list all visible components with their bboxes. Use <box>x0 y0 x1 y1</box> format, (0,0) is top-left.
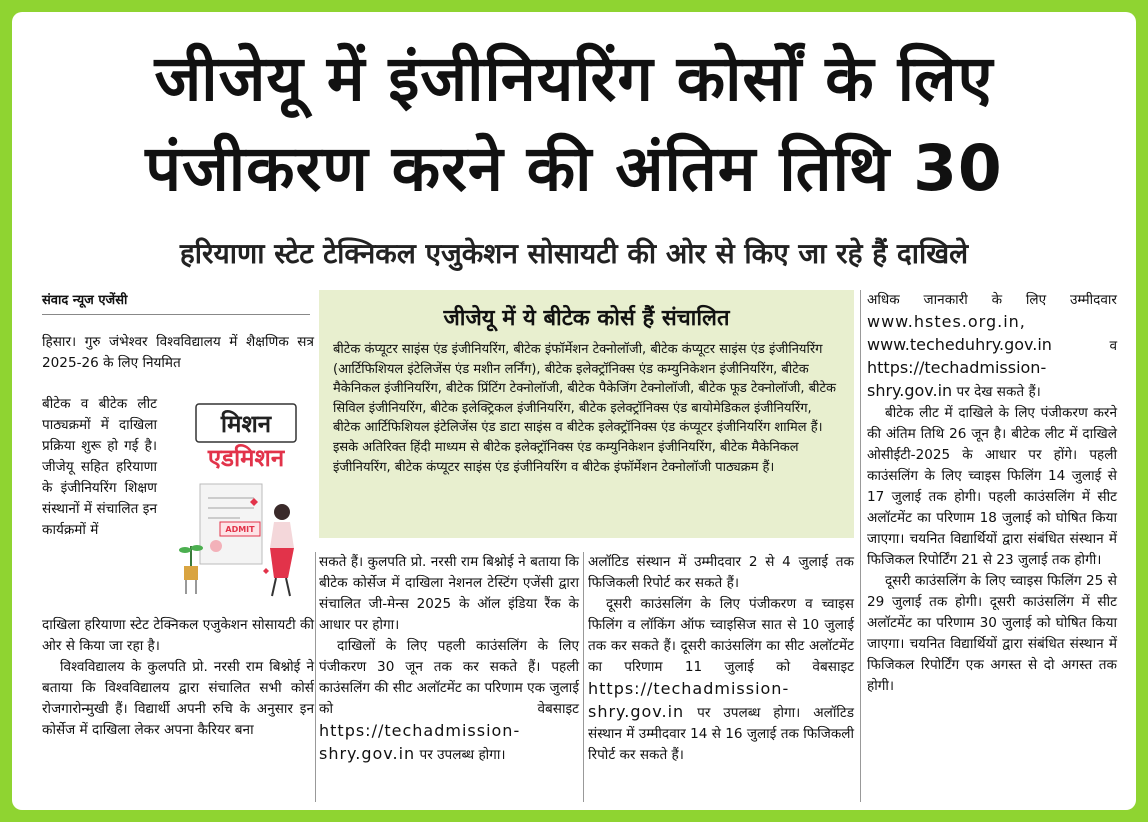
newspaper-clipping <box>12 12 1136 810</box>
col4-and: व <box>1109 338 1117 354</box>
mission-title: मिशन <box>220 410 272 438</box>
column-divider <box>583 552 584 802</box>
article-col1-continued <box>42 615 314 741</box>
col2-para2 <box>319 636 579 766</box>
intro-text: हिसार। गुरु जंभेश्वर विश्वविद्यालय में शैक्षणिक सत्र 2025-26 के लिए नियमित <box>42 334 314 371</box>
col4-para1 <box>867 290 1117 403</box>
col4-para3: दूसरी काउंसलिंग के लिए च्वाइस फिलिंग 25 से 29 जुलाई तक होगी। दूसरी काउंसलिंग में सीट अलॉटमेंट का परिणाम 30 जुलाई को घोषित किया जाएगा। चयनित विद्यार्थियों द्वारा संबंधित संस्थान में फिजिकल रिपोर्टिंग एक अगस्त से दो अगस्त तक होगी। <box>867 573 1117 694</box>
col3-para1: अलॉटिड संस्थान में उम्मीदवार 2 से 4 जुलाई तक फिजिकली रिपोर्ट कर सकते हैं। <box>588 554 854 591</box>
subheadline: हरियाणा स्टेट टेक्निकल एजुकेशन सोसायटी की ओर से किए जा रहे हैं दाखिले <box>179 237 969 270</box>
headline-line-2: पंजीकरण करने की अंतिम तिथि 30 <box>145 132 1003 205</box>
article-intro <box>42 332 314 374</box>
col3-para2-end: पर उपलब्ध होगा। अलॉटिड संस्थान में उम्मीदवार 14 से 16 जुलाई तक फिजिकली रिपोर्ट कर सकते हैं। <box>588 705 855 763</box>
col3-para2 <box>588 594 854 766</box>
article-col2 <box>319 552 579 766</box>
headline-line-1: जीजेयू में इंजीनियरिंग कोर्सों के लिए <box>154 42 994 115</box>
article-narrow-text <box>42 394 157 541</box>
article-col4 <box>867 290 1117 697</box>
admission-title: एडमिशन <box>207 444 285 472</box>
courses-box-body: बीटेक कंप्यूटर साइंस एंड इंजीनियरिंग, बीटेक इंफॉर्मेशन टेक्नोलॉजी, बीटेक कंप्यूटर साइंस एंड इंजीनियरिंग (आर्टिफिशियल इंटेलिजेंस एंड मशीन लर्निंग), बीटेक इलेक्ट्रॉनिक्स एंड कम्युनिकेशन इंजीनियरिंग, बीटेक मैकेनिकल इंजीनियरिंग, बीटेक प्रिंटिंग टेक्नोलॉजी, बीटेक पैकेजिंग टेक्नोलॉजी, बीटेक फूड टेक्नोलॉजी, बीटेक सिविल इंजीनियरिंग, बीटेक इलेक्ट्रिकल इंजीनियरिंग, बीटेक इलेक्ट्रॉनिक्स एंड बायोमेडिकल इंजीनियरिंग, बीटेक आर्टिफिशियल इंटेलिजेंस एंड डाटा साइंस व बीटेक इलेक्ट्रॉनिक्स एंड कंप्यूटर इंजीनियरिंग शामिल हैं। इसके अतिरिक्त हिंदी माध्यम से बीटेक इलेक्ट्रॉनिक्स एंड कम्युनिकेशन इंजीनियरिंग, बीटेक मैकेनिकल इंजीनियरिंग, बीटेक कंप्यूटर साइंस एंड इंजीनियरिंग व बीटेक इंफॉर्मेशन टेक्नोलॉजी पाठ्यक्रम हैं। <box>333 342 836 475</box>
column-divider <box>860 290 861 802</box>
admit-tag: ADMIT <box>225 525 255 534</box>
col4-para2: बीटेक लीट में दाखिले के लिए पंजीकरण करने की अंतिम तिथि 26 जून है। बीटेक लीट में दाखिले ओसीईटी-2025 के आधार पर होंगे। पहली काउंसलिंग के लिए च्वाइस फिलिंग 14 जुलाई से 17 जुलाई तक होगी। पहली काउंसलिंग में सीट अलॉटमेंट का परिणाम 18 जुलाई को घोषित किया जाएगा। चयनित विद्यार्थियों द्वारा संबंधित संस्थान में फिजिकल रिपोर्टिंग 21 से 23 जुलाई तक होगी। <box>867 405 1117 568</box>
col1-cont: दाखिला हरियाणा स्टेट टेक्निकल एजुकेशन सोसायटी की ओर से किया जा रहा है। <box>42 617 314 654</box>
column-divider <box>315 552 316 802</box>
article-col3 <box>588 552 854 766</box>
col4-info-end: पर देख सकते हैं। <box>956 384 1041 400</box>
byline-divider <box>42 314 310 315</box>
col4-info-text: अधिक जानकारी के लिए उम्मीदवार <box>867 292 1117 308</box>
mission-admission-graphic <box>170 398 315 602</box>
col4-url-1: www.hstes.org.in, <box>867 312 1026 331</box>
narrow-text: बीटेक व बीटेक लीट पाठ्यक्रमों में दाखिला प्रक्रिया शुरू हो गई है। जीजेयू सहित हरियाणा के इंजीनियरिंग शिक्षण संस्थानों में संचालित इन कार्यक्रमों में <box>42 396 157 538</box>
col2-para2-end: पर उपलब्ध होगा। <box>419 747 506 763</box>
col3-para2-text: दूसरी काउंसलिंग के लिए पंजीकरण व च्वाइस फिलिंग व लॉकिंग ऑफ च्वाइसिज सात से 10 जुलाई तक कर सकते हैं। दूसरी काउंसलिंग का सीट अलॉटमेंट का परिणाम 11 जुलाई को वेबसाइट <box>588 596 854 675</box>
col2-para2-text: दाखिलों के लिए पहली काउंसलिंग के लिए पंजीकरण 30 जून तक कर सकते हैं। पहली काउंसलिंग की सीट अलॉटमेंट का परिणाम एक जुलाई को वेबसाइट <box>319 638 579 717</box>
courses-box <box>319 290 854 538</box>
mission-admission-illustration <box>170 398 315 602</box>
agency-byline: संवाद न्यूज एजेंसी <box>42 293 128 308</box>
col2-url: https://techadmission-shry.gov.in <box>319 721 521 763</box>
courses-box-title: जीजेयू में ये बीटेक कोर्स हैं संचालित <box>443 306 730 331</box>
col3-url: https://techadmission-shry.gov.in <box>588 679 790 721</box>
col1-para2: विश्वविद्यालय के कुलपति प्रो. नरसी राम बिश्नोई ने बताया कि विश्वविद्यालय द्वारा संचालित सभी कोर्स रोजगारोन्मुखी हैं। विद्यार्थी अपनी रुचि के अनुसार इन कोर्सेज में दाखिला लेकर अपना कैरियर बना <box>42 659 314 738</box>
col2-para1: सकते हैं। कुलपति प्रो. नरसी राम बिश्नोई ने बताया कि बीटेक कोर्सेज में दाखिला नेशनल टेस्टिंग एजेंसी द्वारा संचालित जी-मेन्स 2025 के ऑल इंडिया रैंक के आधार पर होगा। <box>319 554 579 633</box>
col4-url-2: www.techeduhry.gov.in <box>867 335 1052 354</box>
col4-url-3: https://techadmission-shry.gov.in <box>867 358 1047 400</box>
